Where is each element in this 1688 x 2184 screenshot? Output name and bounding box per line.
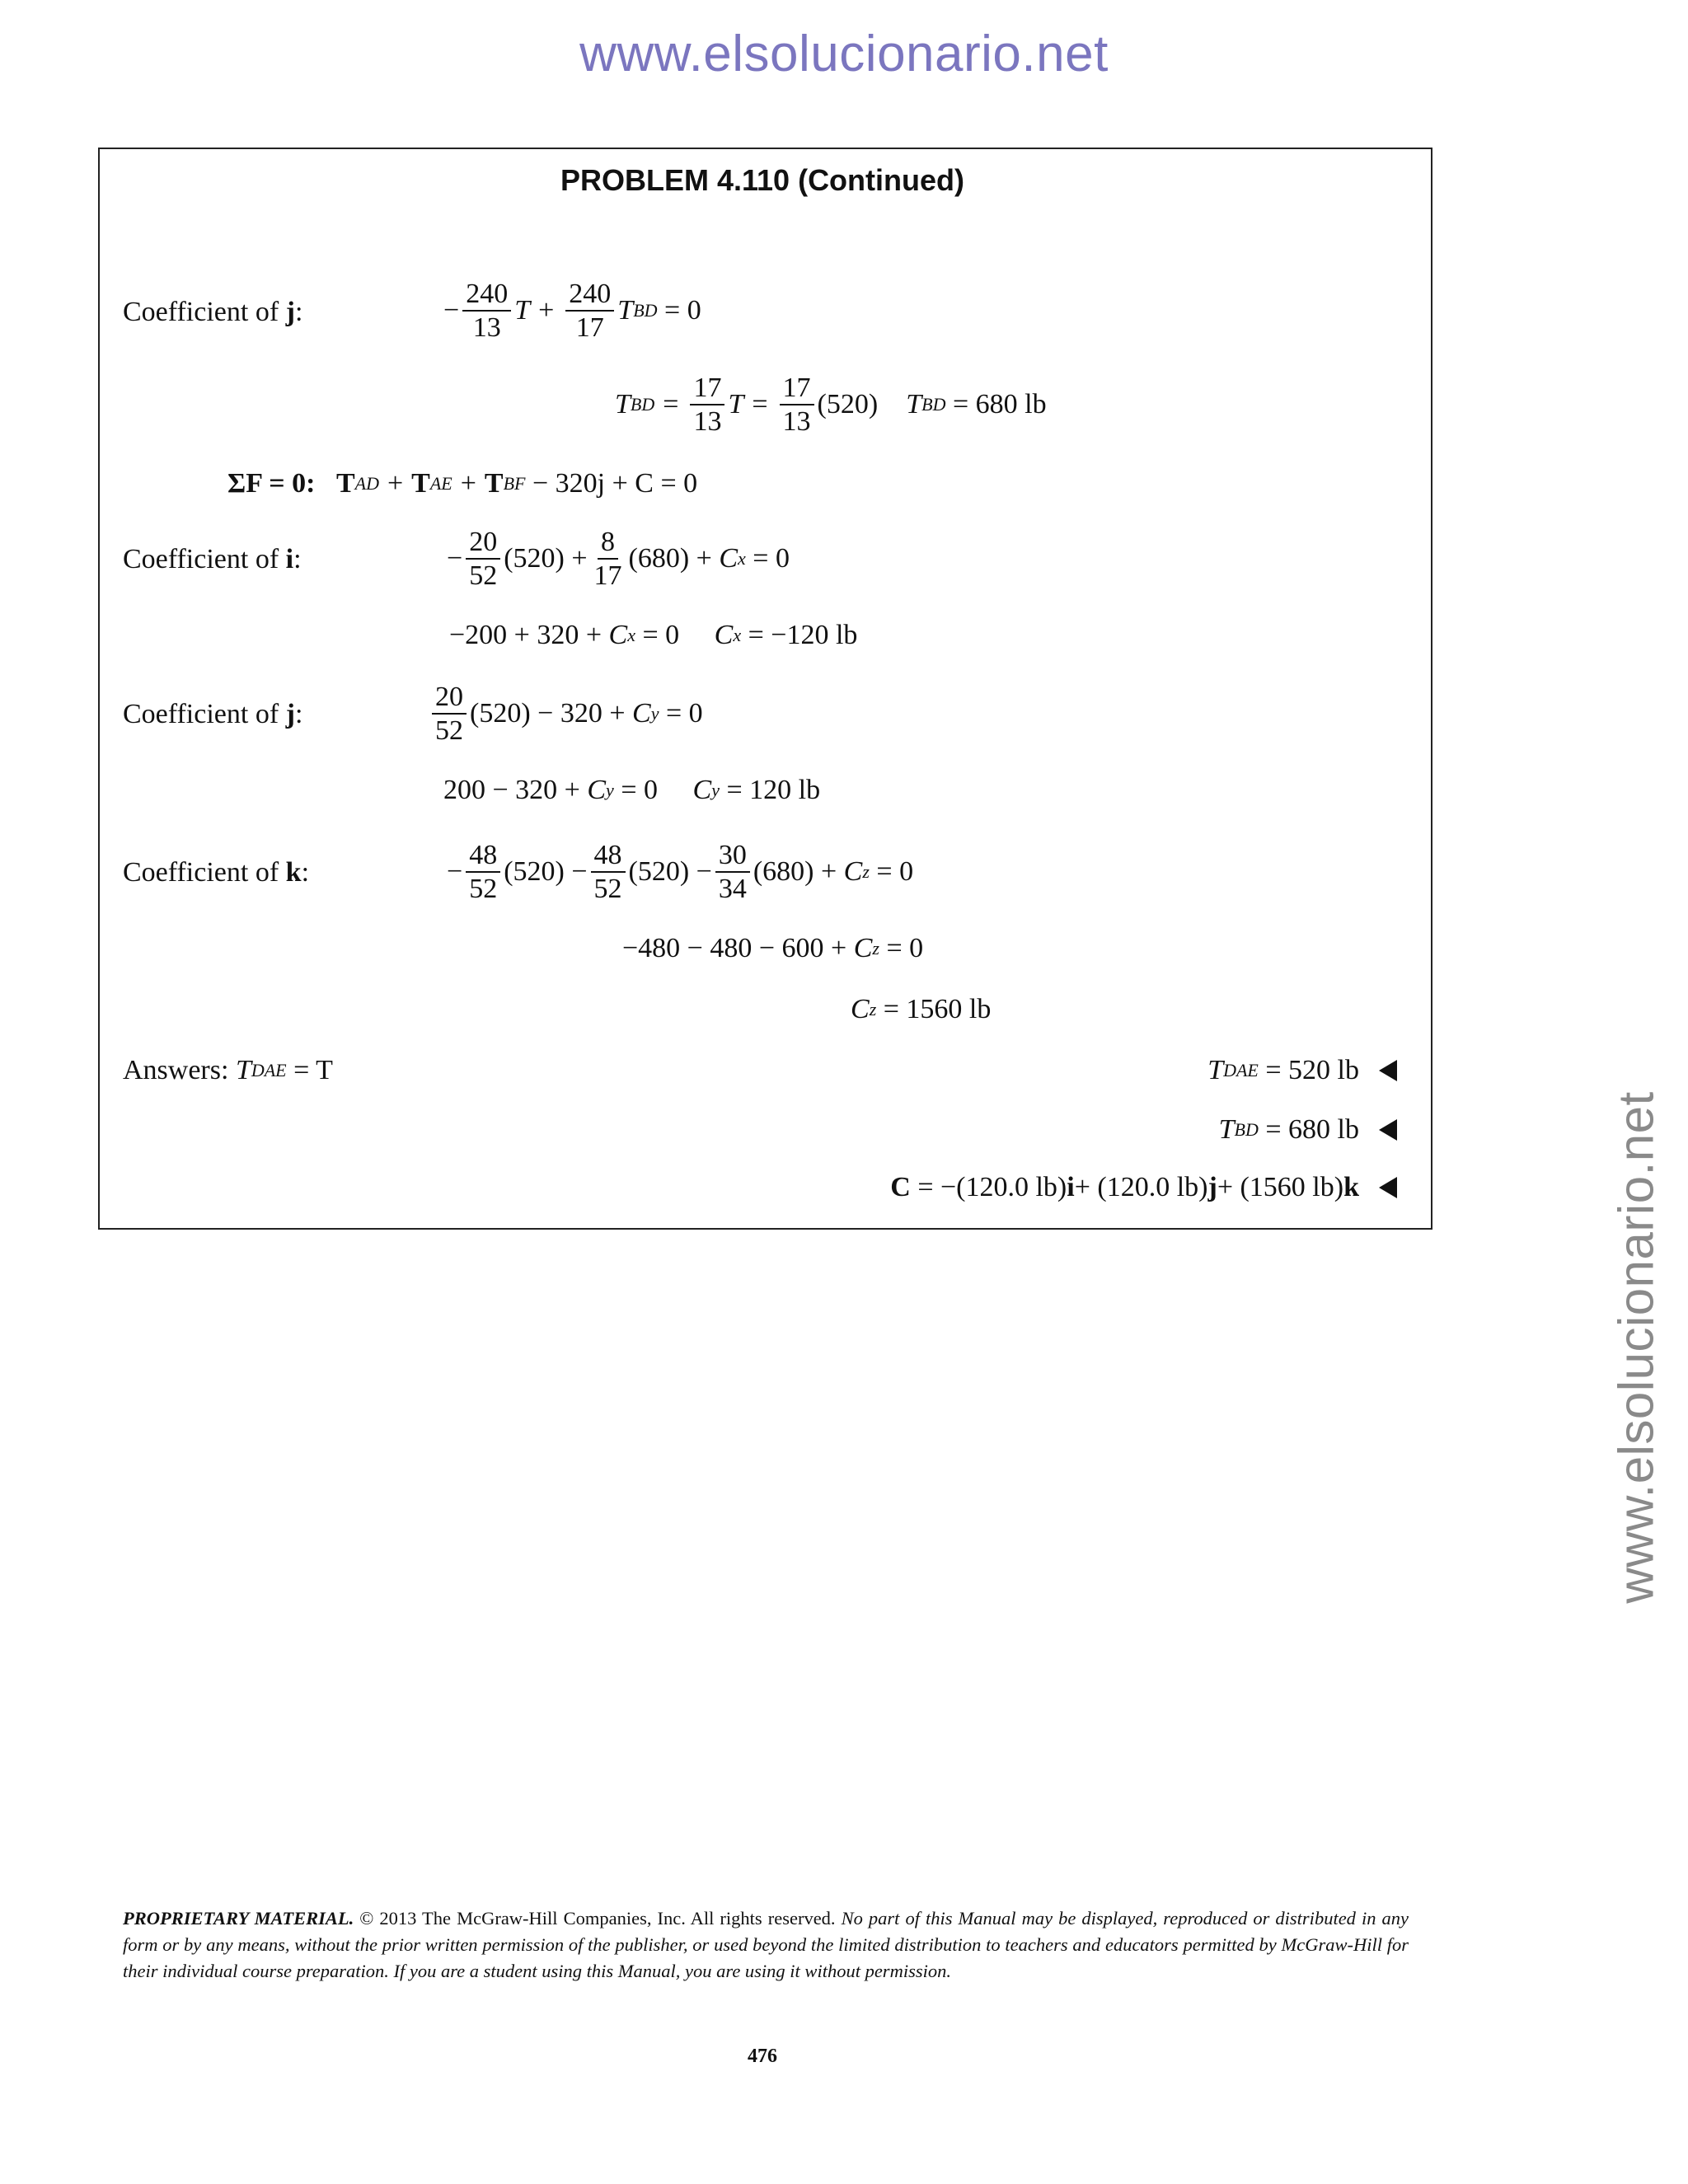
equation-cx: −200 + 320 + C x = 0 C x = −120 lb (449, 620, 858, 650)
fraction: $\frac{30}{34}$ (715, 839, 750, 905)
answer-tbd: T BD = 680 lb (1219, 1114, 1397, 1146)
label-coef-j-1: Coefficient of j: (123, 297, 303, 327)
equation-tbd: T BD = $\frac{17}{13}$ T = $\frac{17}{13}$ (520) T BD = 680 lb (615, 373, 1047, 438)
label-coef-j-2: Coefficient of j: (123, 699, 303, 729)
answer-marker-icon (1379, 1119, 1397, 1141)
equation-coef-i: − $\frac{20}{52}$ (520) + $\frac{8}{17}$ (680) + C x = 0 (447, 527, 790, 592)
watermark-top: www.elsolucionario.net (579, 26, 1109, 82)
equation-cz-sum: −480 − 480 − 600 + C z = 0 (622, 933, 924, 963)
fraction: $\frac{8}{17}$ (593, 527, 622, 592)
fraction: $\frac{240}{13}$ (462, 278, 511, 344)
equation-coef-j-1: − $\frac{240}{13}$ T + $\frac{240}{17}$ T BD = 0 (443, 279, 701, 344)
answer-marker-icon (1379, 1177, 1397, 1198)
fraction: $\frac{20}{52}$ (432, 681, 467, 747)
fraction: $\frac{240}{17}$ (565, 278, 614, 344)
fraction: $\frac{48}{52}$ (466, 839, 500, 905)
problem-title: PROBLEM 4.110 (Continued) (560, 163, 965, 197)
answer-marker-icon (1379, 1060, 1397, 1081)
label-coef-i: Coefficient of i: (123, 544, 302, 574)
equation-cy: 200 − 320 + C y = 0 C y = 120 lb (443, 775, 821, 805)
page-number: 476 (748, 2046, 777, 2067)
equation-coef-k: − $\frac{48}{52}$ (520) − $\frac{48}{52}$ (520) − $\frac{30}{34}$ (680) + C z = 0 (447, 840, 914, 905)
answers-label: Answers: T DAE = T (123, 1055, 333, 1085)
equation-coef-j-2: $\frac{20}{52}$ (520) − 320 + C y = 0 (429, 681, 703, 747)
proprietary-footer: PROPRIETARY MATERIAL. © 2013 The McGraw-Hill Companies, Inc. All rights reserved. No part of this Manual may be displayed, reproduced or distributed in any form or by any means, without the prior written permission of the publisher, or used beyond the limited distribution to teachers and educators permitted by McGraw-Hill for their individual course preparation. If you are a student using this Manual, you are using it without permission. (123, 1908, 1409, 1981)
equation-cz: C z = 1560 lb (851, 994, 992, 1024)
answer-c-vector: C = −(120.0 lb) i + (120.0 lb) j + (1560 lb) k (890, 1172, 1397, 1203)
fraction: $\frac{48}{52}$ (591, 839, 626, 905)
fraction: $\frac{17}{13}$ (780, 372, 814, 438)
fraction: $\frac{20}{52}$ (466, 526, 500, 592)
equation-sum-forces: ΣF = 0: T AD + T AE + T BF − 320j + C = 0 (227, 468, 698, 499)
answer-tdae: T DAE = 520 lb (1207, 1055, 1397, 1086)
watermark-side: www.elsolucionario.net (1608, 1091, 1664, 1604)
fraction: $\frac{17}{13}$ (690, 372, 724, 438)
label-coef-k: Coefficient of k: (123, 857, 310, 888)
